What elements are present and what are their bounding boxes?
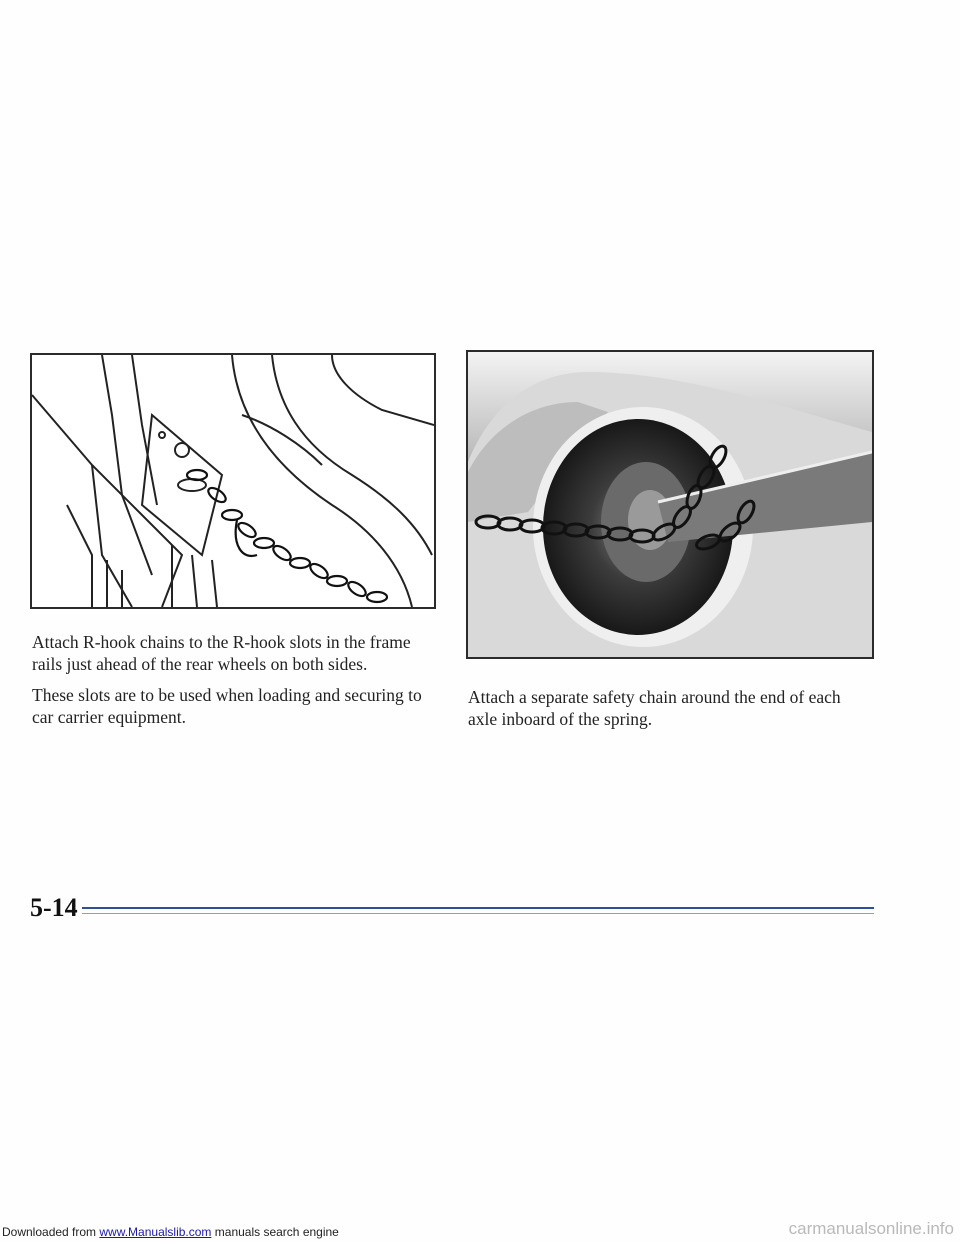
- footer-rule: [82, 907, 874, 909]
- watermark-text: carmanualsonline.info: [788, 1219, 954, 1238]
- manualslib-link[interactable]: www.Manualslib.com: [99, 1225, 212, 1239]
- footer-prefix: Downloaded from: [2, 1225, 100, 1239]
- footer-suffix: manuals search engine: [211, 1225, 339, 1239]
- r-hook-frame-illustration: [30, 353, 436, 609]
- car-carrier-note-text: These slots are to be used when loading and securing to car carrier equipment.: [32, 685, 422, 727]
- page-number: 5-14: [30, 893, 78, 922]
- r-hook-frame-drawing: [32, 355, 434, 607]
- axle-safety-chain-illustration: [466, 350, 874, 659]
- footer-rule-thin: [82, 913, 874, 914]
- download-footer: [2, 1225, 339, 1239]
- axle-safety-chain-drawing: [468, 352, 872, 657]
- safety-chain-instruction-text: Attach a separate safety chain around the end of each axle inboard of the spring.: [468, 687, 841, 729]
- r-hook-instruction-text: Attach R-hook chains to the R-hook slots in the frame rails just ahead of the rear wheels on both sides.: [32, 632, 411, 674]
